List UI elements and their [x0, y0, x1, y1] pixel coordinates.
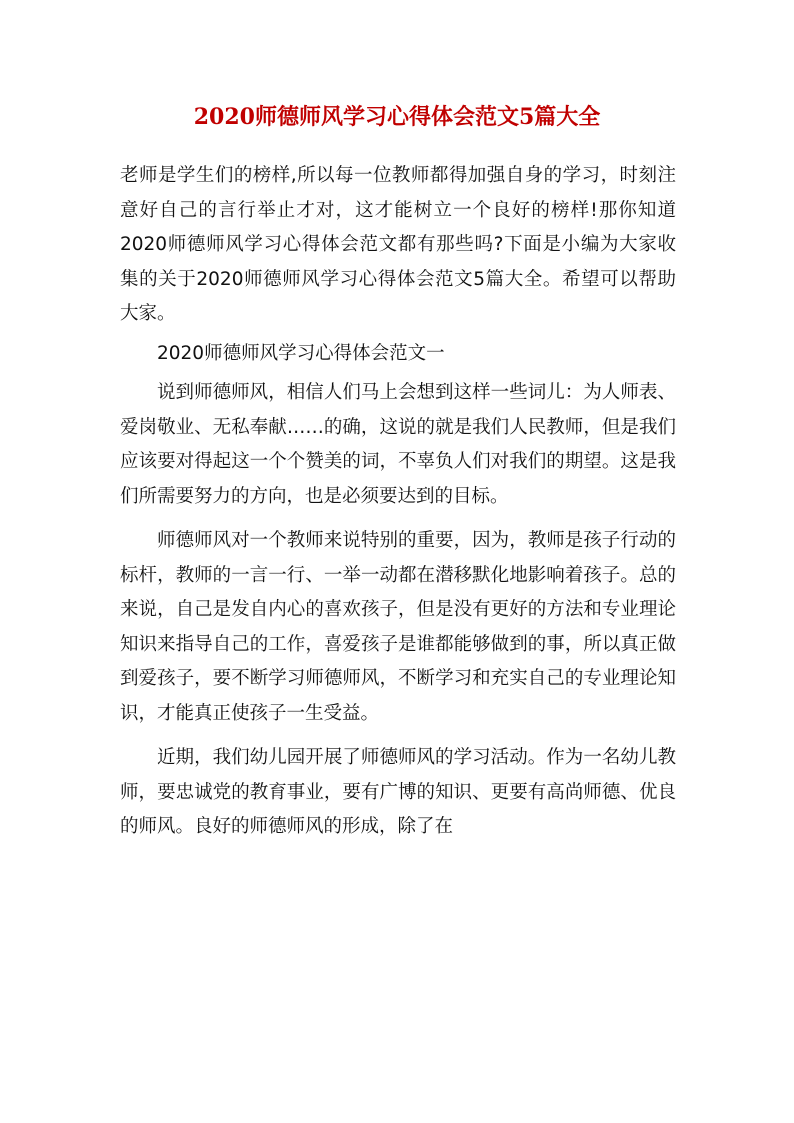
body-paragraph-3: 近期，我们幼儿园开展了师德师风的学习活动。作为一名幼儿教师，要忠诚党的教育事业，要有广博的知识、更要有高尚师德、优良的师风。良好的师德师风的形成，除了在	[120, 747, 676, 837]
body-paragraph-1: 说到师德师风，相信人们马上会想到这样一些词儿：为人师表、爱岗敬业、无私奉献……的确，这说的就是我们人民教师，但是我们应该要对得起这一个个赞美的词，不辜负人们对我们的期望。这是我们所需要努力的方向，也是必须要达到的目标。	[120, 382, 676, 507]
document-title: 2020师德师风学习心得体会范文5篇大全	[193, 104, 601, 130]
document-body	[120, 159, 676, 845]
section-heading: 2020师德师风学习心得体会范文一	[157, 342, 445, 364]
intro-paragraph: 老师是学生们的榜样,所以每一位教师都得加强自身的学习，时刻注意好自己的言行举止才对，这才能树立一个良好的榜样!那你知道2020师德师风学习心得体会范文都有那些吗?下面是小编为大家收集的关于2020师德师风学习心得体会范文5篇大全。希望可以帮助大家。	[120, 165, 676, 324]
body-paragraph-2: 师德师风对一个教师来说特别的重要，因为，教师是孩子行动的标杆，教师的一言一行、一举一动都在潜移默化地影响着孩子。总的来说，自己是发自内心的喜欢孩子，但是没有更好的方法和专业理论知识来指导自己的工作，喜爱孩子是谁都能够做到的事，所以真正做到爱孩子，要不断学习师德师风，不断学习和充实自己的专业理论知识，才能真正使孩子一生受益。	[120, 530, 676, 724]
